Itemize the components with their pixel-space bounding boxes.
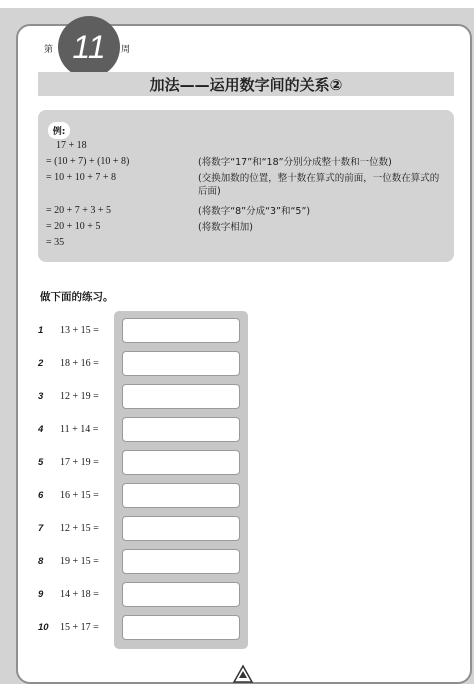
answer-box-6[interactable] xyxy=(122,483,240,508)
example-note-2: (将数字“17”和“18”分别分成整十数和一位数) xyxy=(198,157,392,168)
answer-box-1[interactable] xyxy=(122,318,240,343)
answer-box-3[interactable] xyxy=(122,384,240,409)
example-badge: 例: xyxy=(48,122,70,139)
example-note-4: (将数字“8”分成“3”和“5”) xyxy=(198,206,311,217)
question-expression: 18 + 16 = xyxy=(60,358,99,369)
example-expr-3: = 10 + 10 + 7 + 8 xyxy=(46,172,117,183)
question-number: 8 xyxy=(38,556,44,567)
week-number-badge xyxy=(58,16,120,78)
answer-box-2[interactable] xyxy=(122,351,240,376)
question-number: 10 xyxy=(38,622,49,633)
week-prefix: 第 xyxy=(44,45,54,55)
question-number: 1 xyxy=(38,325,44,336)
question-expression: 12 + 19 = xyxy=(60,391,99,402)
example-expr-5: = 20 + 10 + 5 xyxy=(46,221,101,232)
answer-box-8[interactable] xyxy=(122,549,240,574)
example-box xyxy=(38,110,454,262)
question-number: 5 xyxy=(38,457,44,468)
answer-box-10[interactable] xyxy=(122,615,240,640)
week-suffix: 周 xyxy=(121,45,131,55)
week-number: 11 xyxy=(72,28,106,65)
question-expression: 15 + 17 = xyxy=(60,622,99,633)
answer-box-7[interactable] xyxy=(122,516,240,541)
question-number: 6 xyxy=(38,490,44,501)
answer-box-5[interactable] xyxy=(122,450,240,475)
example-note-5: (将数字相加) xyxy=(198,222,253,233)
question-expression: 17 + 19 = xyxy=(60,457,99,468)
question-expression: 16 + 15 = xyxy=(60,490,99,501)
question-number: 2 xyxy=(38,358,44,369)
question-expression: 14 + 18 = xyxy=(60,589,99,600)
question-number: 7 xyxy=(38,523,44,534)
example-expr-1: 17 + 18 xyxy=(56,140,87,151)
example-expr-4: = 20 + 7 + 3 + 5 xyxy=(46,205,112,216)
example-expr-2: = (10 + 7) + (10 + 8) xyxy=(46,156,130,167)
question-expression: 19 + 15 = xyxy=(60,556,99,567)
question-number: 4 xyxy=(38,424,44,435)
question-number: 3 xyxy=(38,391,44,402)
page-title: 加法——运用数字间的关系② xyxy=(149,75,343,94)
question-expression: 12 + 15 = xyxy=(60,523,99,534)
page-title-bar xyxy=(38,72,454,96)
answer-box-9[interactable] xyxy=(122,582,240,607)
question-number: 9 xyxy=(38,589,44,600)
example-expr-6: = 35 xyxy=(46,237,65,248)
example-note-3: (交换加数的位置，整十数在算式的前面，一位数在算式的后面) xyxy=(198,173,440,197)
question-expression: 11 + 14 = xyxy=(60,424,99,435)
pencil-arrow-icon xyxy=(232,664,254,684)
question-expression: 13 + 15 = xyxy=(60,325,99,336)
instruction-text: 做下面的练习。 xyxy=(40,291,114,303)
answer-box-4[interactable] xyxy=(122,417,240,442)
